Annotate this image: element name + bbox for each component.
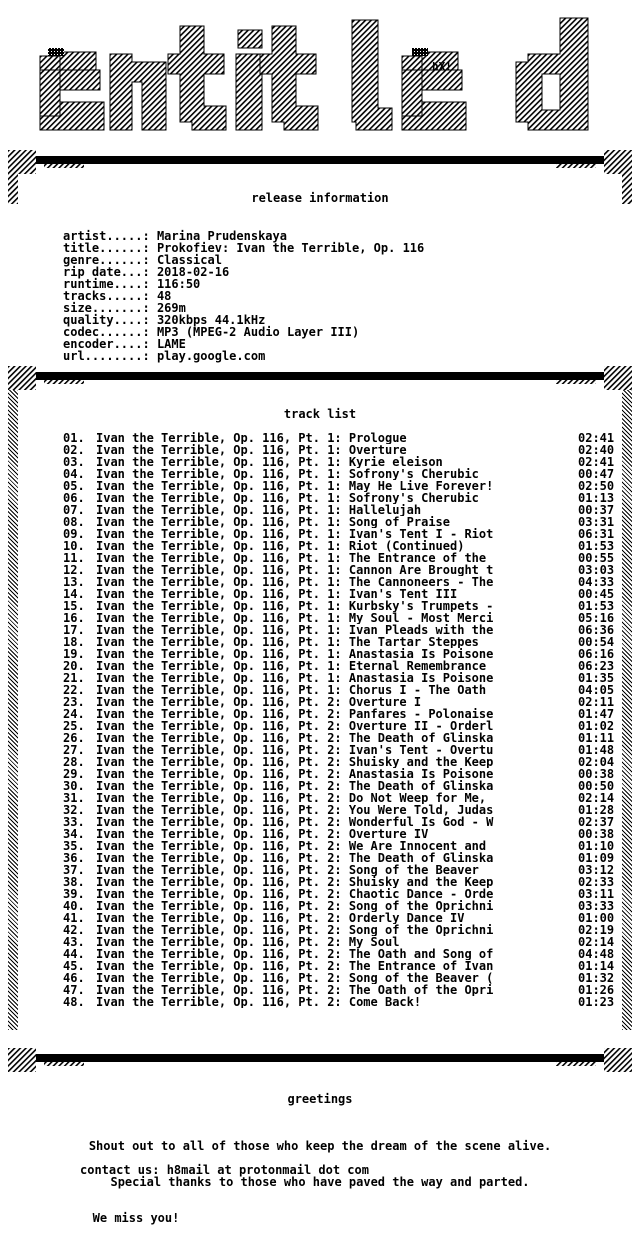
track-number: 39. bbox=[63, 887, 85, 901]
track-duration: 01:48 bbox=[578, 743, 615, 757]
release-field-value: 48 bbox=[156, 289, 172, 303]
track-row bbox=[63, 468, 622, 480]
release-field bbox=[63, 350, 424, 362]
track-title: Ivan the Terrible, Op. 116, Pt. 2: Song of the Oprichni bbox=[96, 900, 494, 912]
track-duration: 02:04 bbox=[578, 755, 615, 769]
track-row bbox=[63, 456, 622, 468]
track-row bbox=[63, 696, 622, 708]
track-duration: 02:41 bbox=[578, 455, 615, 469]
track-row bbox=[63, 504, 622, 516]
track-title: Ivan the Terrible, Op. 116, Pt. 2: Shuisky and the Keep bbox=[96, 756, 494, 768]
track-duration: 00:37 bbox=[578, 503, 615, 517]
release-field-value: Classical bbox=[156, 253, 222, 267]
release-field-key: rip date...: bbox=[63, 265, 150, 279]
track-row bbox=[63, 744, 622, 756]
release-field-key: tracks.....: bbox=[63, 289, 150, 303]
track-title: Ivan the Terrible, Op. 116, Pt. 1: Overture bbox=[96, 444, 407, 456]
track-number: 28. bbox=[63, 755, 85, 769]
track-number: 36. bbox=[63, 851, 85, 865]
track-row bbox=[63, 840, 622, 852]
release-field-key: url........: bbox=[63, 349, 150, 363]
track-title: Ivan the Terrible, Op. 116, Pt. 1: Kyrie eleison bbox=[96, 456, 443, 468]
track-row bbox=[63, 888, 622, 900]
track-number: 25. bbox=[63, 719, 85, 733]
track-title: Ivan the Terrible, Op. 116, Pt. 2: My Soul bbox=[96, 936, 400, 948]
release-info-block bbox=[63, 230, 424, 362]
track-row bbox=[63, 756, 622, 768]
track-title: Ivan the Terrible, Op. 116, Pt. 2: We Are Innocent and bbox=[96, 840, 487, 852]
track-duration: 00:50 bbox=[578, 779, 615, 793]
track-duration: 03:03 bbox=[578, 563, 615, 577]
track-number: 19. bbox=[63, 647, 85, 661]
track-row bbox=[63, 444, 622, 456]
track-number: 11. bbox=[63, 551, 85, 565]
track-title: Ivan the Terrible, Op. 116, Pt. 1: Sofrony's Cherubic bbox=[96, 468, 479, 480]
track-row bbox=[63, 972, 622, 984]
release-information-heading: release information bbox=[251, 191, 389, 205]
release-field-key: genre......: bbox=[63, 253, 150, 267]
track-number: 34. bbox=[63, 827, 85, 841]
track-number: 03. bbox=[63, 455, 85, 469]
track-number: 06. bbox=[63, 491, 85, 505]
track-title: Ivan the Terrible, Op. 116, Pt. 2: Ivan's Tent - Overtu bbox=[96, 744, 494, 756]
track-title: Ivan the Terrible, Op. 116, Pt. 2: Panfares - Polonaise bbox=[96, 708, 494, 720]
track-number: 05. bbox=[63, 479, 85, 493]
track-number: 40. bbox=[63, 899, 85, 913]
track-duration: 00:54 bbox=[578, 635, 615, 649]
track-row bbox=[63, 660, 622, 672]
track-title: Ivan the Terrible, Op. 116, Pt. 1: Hallelujah bbox=[96, 504, 422, 516]
track-title: Ivan the Terrible, Op. 116, Pt. 2: Orderly Dance IV bbox=[96, 912, 465, 924]
track-row bbox=[63, 852, 622, 864]
track-duration: 03:11 bbox=[578, 887, 615, 901]
track-duration: 03:12 bbox=[578, 863, 615, 877]
track-row bbox=[63, 480, 622, 492]
track-number: 04. bbox=[63, 467, 85, 481]
track-number: 31. bbox=[63, 791, 85, 805]
track-number: 07. bbox=[63, 503, 85, 517]
track-title: Ivan the Terrible, Op. 116, Pt. 1: My Soul - Most Merci bbox=[96, 612, 494, 624]
track-number: 44. bbox=[63, 947, 85, 961]
track-duration: 02:41 bbox=[578, 431, 615, 445]
track-duration: 02:14 bbox=[578, 935, 615, 949]
track-title: Ivan the Terrible, Op. 116, Pt. 1: The Tartar Steppes bbox=[96, 636, 479, 648]
track-row bbox=[63, 912, 622, 924]
track-duration: 01:26 bbox=[578, 983, 615, 997]
track-title: Ivan the Terrible, Op. 116, Pt. 1: Song of Praise bbox=[96, 516, 451, 528]
track-duration: 01:53 bbox=[578, 599, 615, 613]
track-row bbox=[63, 708, 622, 720]
track-row bbox=[63, 636, 622, 648]
track-duration: 00:38 bbox=[578, 827, 615, 841]
release-field-value: 116:50 bbox=[156, 277, 201, 291]
tracklist-frame-left bbox=[8, 390, 18, 1030]
track-row bbox=[63, 780, 622, 792]
track-title: Ivan the Terrible, Op. 116, Pt. 1: Chorus I - The Oath bbox=[96, 684, 487, 696]
track-duration: 04:48 bbox=[578, 947, 615, 961]
track-duration: 00:55 bbox=[578, 551, 615, 565]
track-number: 42. bbox=[63, 923, 85, 937]
track-number: 12. bbox=[63, 563, 85, 577]
track-duration: 06:36 bbox=[578, 623, 615, 637]
track-number: 22. bbox=[63, 683, 85, 697]
track-duration: 01:11 bbox=[578, 731, 615, 745]
track-row bbox=[63, 624, 622, 636]
track-duration: 01:14 bbox=[578, 959, 615, 973]
track-row bbox=[63, 768, 622, 780]
track-row bbox=[63, 996, 622, 1008]
release-field-value: Prokofiev: Ivan the Terrible, Op. 116 bbox=[156, 241, 425, 255]
track-title: Ivan the Terrible, Op. 116, Pt. 1: Anastasia Is Poisone bbox=[96, 672, 494, 684]
track-number: 29. bbox=[63, 767, 85, 781]
track-number: 10. bbox=[63, 539, 85, 553]
track-title: Ivan the Terrible, Op. 116, Pt. 2: The Oath of the Opri bbox=[96, 984, 494, 996]
track-row bbox=[63, 516, 622, 528]
track-number: 35. bbox=[63, 839, 85, 853]
track-title: Ivan the Terrible, Op. 116, Pt. 2: Song of the Beaver ( bbox=[96, 972, 494, 984]
track-row bbox=[63, 600, 622, 612]
track-duration: 01:23 bbox=[578, 995, 615, 1009]
track-duration: 01:53 bbox=[578, 539, 615, 553]
tracklist-frame-right bbox=[622, 390, 632, 1030]
track-row bbox=[63, 936, 622, 948]
track-duration: 02:37 bbox=[578, 815, 615, 829]
release-field-key: title......: bbox=[63, 241, 150, 255]
track-duration: 01:28 bbox=[578, 803, 615, 817]
track-row bbox=[63, 732, 622, 744]
greeting-line: We miss you! bbox=[92, 1211, 180, 1225]
track-title: Ivan the Terrible, Op. 116, Pt. 1: Cannon Are Brought t bbox=[96, 564, 494, 576]
track-row bbox=[63, 528, 622, 540]
release-field-value: Marina Prudenskaya bbox=[156, 229, 287, 243]
track-number: 27. bbox=[63, 743, 85, 757]
track-title: Ivan the Terrible, Op. 116, Pt. 2: Overture I bbox=[96, 696, 422, 708]
track-row bbox=[63, 864, 622, 876]
track-number: 15. bbox=[63, 599, 85, 613]
contact-line: contact us: h8mail at protonmail dot com bbox=[80, 1163, 369, 1177]
track-number: 38. bbox=[63, 875, 85, 889]
release-field-key: codec......: bbox=[63, 325, 150, 339]
release-field-value: LAME bbox=[156, 337, 186, 351]
track-duration: 01:10 bbox=[578, 839, 615, 853]
release-field-key: runtime....: bbox=[63, 277, 150, 291]
track-row bbox=[63, 960, 622, 972]
track-number: 24. bbox=[63, 707, 85, 721]
track-row bbox=[63, 816, 622, 828]
track-row bbox=[63, 672, 622, 684]
track-duration: 03:31 bbox=[578, 515, 615, 529]
greetings-heading: greetings bbox=[287, 1092, 353, 1106]
track-row bbox=[63, 612, 622, 624]
track-row bbox=[63, 984, 622, 996]
track-title: Ivan the Terrible, Op. 116, Pt. 2: Wonderful Is God - W bbox=[96, 816, 494, 828]
track-duration: 06:31 bbox=[578, 527, 615, 541]
track-title: Ivan the Terrible, Op. 116, Pt. 1: Ivan's Tent I - Riot bbox=[96, 528, 494, 540]
track-number: 02. bbox=[63, 443, 85, 457]
track-duration: 01:32 bbox=[578, 971, 615, 985]
track-number: 08. bbox=[63, 515, 85, 529]
track-duration: 06:16 bbox=[578, 647, 615, 661]
track-duration: 00:45 bbox=[578, 587, 615, 601]
release-field-key: size.......: bbox=[63, 301, 150, 315]
track-duration: 01:00 bbox=[578, 911, 615, 925]
track-row bbox=[63, 924, 622, 936]
track-title: Ivan the Terrible, Op. 116, Pt. 1: Eternal Remembrance bbox=[96, 660, 487, 672]
track-number: 26. bbox=[63, 731, 85, 745]
track-title: Ivan the Terrible, Op. 116, Pt. 2: Anastasia Is Poisone bbox=[96, 768, 494, 780]
track-duration: 02:14 bbox=[578, 791, 615, 805]
track-title: Ivan the Terrible, Op. 116, Pt. 2: Come Back! bbox=[96, 996, 422, 1008]
track-title: Ivan the Terrible, Op. 116, Pt. 2: The Death of Glinska bbox=[96, 780, 494, 792]
track-row bbox=[63, 648, 622, 660]
track-duration: 00:38 bbox=[578, 767, 615, 781]
track-title: Ivan the Terrible, Op. 116, Pt. 2: The Death of Glinska bbox=[96, 852, 494, 864]
track-number: 13. bbox=[63, 575, 85, 589]
track-row bbox=[63, 948, 622, 960]
track-row bbox=[63, 804, 622, 816]
track-number: 33. bbox=[63, 815, 85, 829]
track-duration: 04:05 bbox=[578, 683, 615, 697]
track-duration: 01:13 bbox=[578, 491, 615, 505]
track-duration: 02:40 bbox=[578, 443, 615, 457]
track-duration: 02:11 bbox=[578, 695, 615, 709]
track-title: Ivan the Terrible, Op. 116, Pt. 1: May He Live Forever! bbox=[96, 480, 494, 492]
track-number: 17. bbox=[63, 623, 85, 637]
track-duration: 00:47 bbox=[578, 467, 615, 481]
release-field-value: 2018-02-16 bbox=[156, 265, 230, 279]
track-number: 46. bbox=[63, 971, 85, 985]
track-number: 37. bbox=[63, 863, 85, 877]
track-title: Ivan the Terrible, Op. 116, Pt. 2: The Oath and Song of bbox=[96, 948, 494, 960]
track-row bbox=[63, 540, 622, 552]
track-row bbox=[63, 828, 622, 840]
track-title: Ivan the Terrible, Op. 116, Pt. 2: Song of the Beaver bbox=[96, 864, 479, 876]
track-title: Ivan the Terrible, Op. 116, Pt. 2: Overture II - Orderl bbox=[96, 720, 494, 732]
entitled-logo bbox=[0, 0, 640, 150]
track-number: 47. bbox=[63, 983, 85, 997]
track-title: Ivan the Terrible, Op. 116, Pt. 2: The Entrance of Ivan bbox=[96, 960, 494, 972]
track-title: Ivan the Terrible, Op. 116, Pt. 2: The Death of Glinska bbox=[96, 732, 494, 744]
track-title: Ivan the Terrible, Op. 116, Pt. 1: Anastasia Is Poisone bbox=[96, 648, 494, 660]
track-duration: 06:23 bbox=[578, 659, 615, 673]
track-title: Ivan the Terrible, Op. 116, Pt. 1: Riot (Continued) bbox=[96, 540, 465, 552]
track-duration: 01:09 bbox=[578, 851, 615, 865]
track-row bbox=[63, 552, 622, 564]
release-field-value: play.google.com bbox=[156, 349, 266, 363]
track-row bbox=[63, 564, 622, 576]
track-title: Ivan the Terrible, Op. 116, Pt. 2: You Were Told, Judas bbox=[96, 804, 494, 816]
track-row bbox=[63, 792, 622, 804]
track-title: Ivan the Terrible, Op. 116, Pt. 2: Shuisky and the Keep bbox=[96, 876, 494, 888]
track-title: Ivan the Terrible, Op. 116, Pt. 1: Ivan's Tent III bbox=[96, 588, 458, 600]
release-field-key: artist.....: bbox=[63, 229, 150, 243]
track-duration: 02:33 bbox=[578, 875, 615, 889]
track-title: Ivan the Terrible, Op. 116, Pt. 1: The Entrance of the bbox=[96, 552, 487, 564]
track-duration: 05:16 bbox=[578, 611, 615, 625]
track-row bbox=[63, 900, 622, 912]
track-number: 23. bbox=[63, 695, 85, 709]
track-number: 48. bbox=[63, 995, 85, 1009]
track-title: Ivan the Terrible, Op. 116, Pt. 1: Ivan Pleads with the bbox=[96, 624, 494, 636]
track-duration: 02:19 bbox=[578, 923, 615, 937]
track-title: Ivan the Terrible, Op. 116, Pt. 1: Sofrony's Cherubic bbox=[96, 492, 479, 504]
track-row bbox=[63, 876, 622, 888]
track-duration: 01:35 bbox=[578, 671, 615, 685]
track-title: Ivan the Terrible, Op. 116, Pt. 2: Chaotic Dance - Orde bbox=[96, 888, 494, 900]
track-number: 32. bbox=[63, 803, 85, 817]
track-number: 45. bbox=[63, 959, 85, 973]
greeting-line: Shout out to all of those who keep the dream of the scene alive. bbox=[88, 1139, 552, 1153]
release-field-value: MP3 (MPEG-2 Audio Layer III) bbox=[156, 325, 360, 339]
track-duration: 01:47 bbox=[578, 707, 615, 721]
release-field-key: encoder....: bbox=[63, 337, 150, 351]
track-row bbox=[63, 720, 622, 732]
track-number: 30. bbox=[63, 779, 85, 793]
track-number: 21. bbox=[63, 671, 85, 685]
track-list-heading: track list bbox=[283, 407, 357, 421]
track-duration: 01:02 bbox=[578, 719, 615, 733]
track-number: 20. bbox=[63, 659, 85, 673]
track-title: Ivan the Terrible, Op. 116, Pt. 2: Song of the Oprichni bbox=[96, 924, 494, 936]
track-number: 09. bbox=[63, 527, 85, 541]
greeting-line: Special thanks to those who have paved the way and parted. bbox=[110, 1175, 530, 1189]
track-duration: 04:33 bbox=[578, 575, 615, 589]
track-number: 18. bbox=[63, 635, 85, 649]
track-duration: 02:50 bbox=[578, 479, 615, 493]
logo-tag: hX! bbox=[432, 60, 452, 73]
release-field-value: 269m bbox=[156, 301, 186, 315]
release-field-value: 320kbps 44.1kHz bbox=[156, 313, 266, 327]
track-title: Ivan the Terrible, Op. 116, Pt. 2: Overture IV bbox=[96, 828, 429, 840]
track-title: Ivan the Terrible, Op. 116, Pt. 2: Do Not Weep for Me, bbox=[96, 792, 487, 804]
track-list bbox=[63, 432, 622, 1008]
track-duration: 03:33 bbox=[578, 899, 615, 913]
track-number: 43. bbox=[63, 935, 85, 949]
track-row bbox=[63, 432, 622, 444]
track-number: 41. bbox=[63, 911, 85, 925]
track-title: Ivan the Terrible, Op. 116, Pt. 1: Prologue bbox=[96, 432, 407, 444]
track-title: Ivan the Terrible, Op. 116, Pt. 1: Kurbsky's Trumpets - bbox=[96, 600, 494, 612]
track-row bbox=[63, 576, 622, 588]
track-number: 01. bbox=[63, 431, 85, 445]
track-number: 14. bbox=[63, 587, 85, 601]
track-title: Ivan the Terrible, Op. 116, Pt. 1: The Cannoneers - The bbox=[96, 576, 494, 588]
track-row bbox=[63, 492, 622, 504]
track-row bbox=[63, 588, 622, 600]
track-number: 16. bbox=[63, 611, 85, 625]
release-field-key: quality....: bbox=[63, 313, 150, 327]
track-row bbox=[63, 684, 622, 696]
